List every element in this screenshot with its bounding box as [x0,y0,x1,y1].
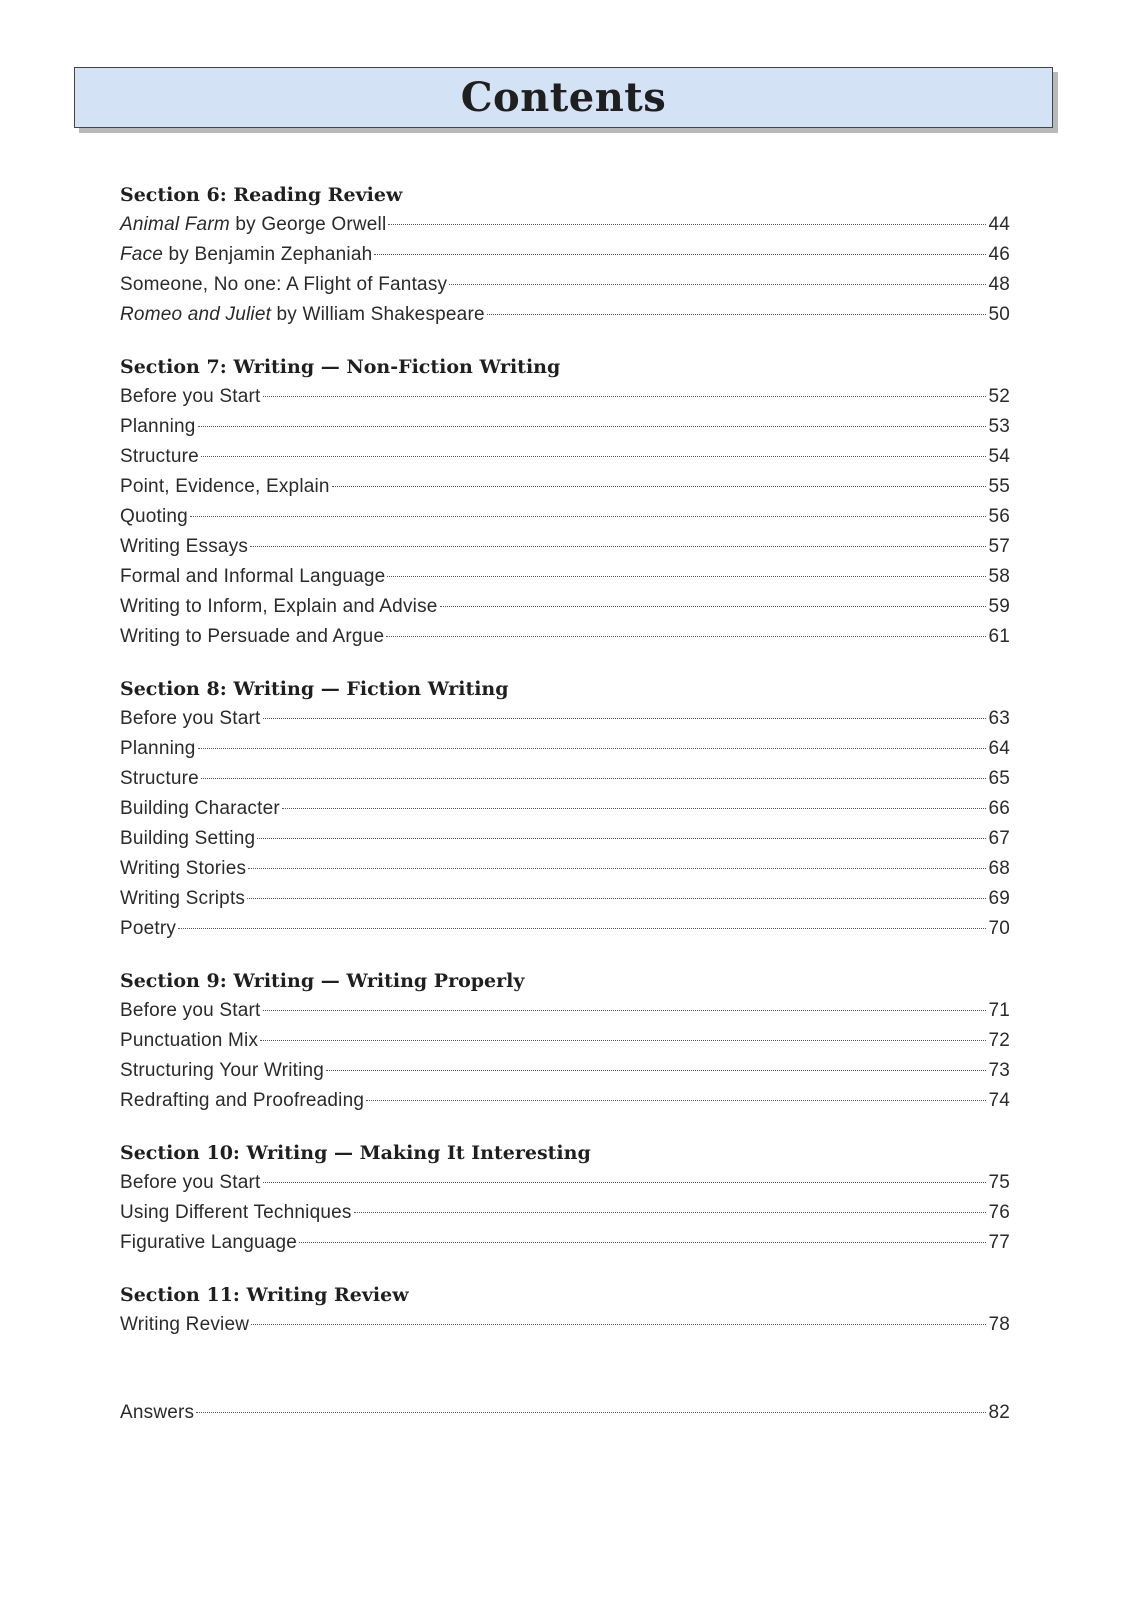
toc-entry-page: 55 [988,476,1010,497]
toc-section [120,180,1010,330]
toc-entry-page: 61 [988,626,1010,647]
toc-section [120,674,1010,944]
toc-entry[interactable] [120,1056,1010,1086]
toc-entry-page: 53 [988,416,1010,437]
toc-entry-text: Punctuation Mix [120,1030,259,1051]
toc-entry-page: 71 [988,1000,1010,1021]
toc-entry[interactable] [120,1310,1010,1340]
dot-leader [487,314,987,315]
dot-leader [178,928,986,929]
toc-entry-text: Planning [120,738,196,759]
toc-entry-text: Structuring Your Writing [120,1060,325,1081]
dot-leader [263,1010,987,1011]
dot-leader [247,898,986,899]
toc-entry[interactable] [120,412,1010,442]
toc-entry-label [120,734,196,764]
toc-entry[interactable] [120,270,1010,300]
dot-leader [386,636,986,637]
toc-sections [120,180,1010,1340]
contents-title-banner [74,67,1053,128]
section-heading: Section 11: Writing Review [120,1284,409,1306]
toc-entry-text: Building Character [120,798,280,819]
dot-leader [332,486,987,487]
dot-leader [387,576,986,577]
toc-entry-text: Figurative Language [120,1232,298,1253]
toc-section [120,1138,1010,1258]
toc-entry-text: Building Setting [120,828,256,849]
section-heading: Section 9: Writing — Writing Properly [120,970,525,992]
dot-leader [257,838,986,839]
dot-leader [250,546,986,547]
toc-entry[interactable] [120,764,1010,794]
toc-entry-page: 48 [988,274,1010,295]
dot-leader [198,426,987,427]
toc-entry-text: Formal and Informal Language [120,566,386,587]
dot-leader [440,606,987,607]
toc-entry-page: 54 [988,446,1010,467]
toc-entry[interactable] [120,300,1010,330]
toc-entry[interactable] [120,562,1010,592]
section-heading: Section 10: Writing — Making It Interesting [120,1142,591,1164]
toc-entry-label [120,412,196,442]
toc-entry[interactable] [120,1168,1010,1198]
toc-entry-page: 44 [988,214,1010,235]
toc-entry[interactable] [120,472,1010,502]
toc-entry-text: Structure [120,768,199,789]
dot-leader [374,254,986,255]
toc-entry-text: Redrafting and Proofreading [120,1090,365,1111]
toc-entry-label [120,472,330,502]
toc-entry-answers[interactable] [120,1398,1010,1428]
toc-entry-label [120,1228,297,1258]
dot-leader [190,516,987,517]
toc-entry-italic-title: Romeo and Juliet [120,304,272,325]
dot-leader [201,778,987,779]
toc-entry[interactable] [120,824,1010,854]
section-heading: Section 8: Writing — Fiction Writing [120,678,509,700]
toc-entry[interactable] [120,442,1010,472]
toc-entry-text: Poetry [120,918,177,939]
dot-leader [449,284,986,285]
toc-section [120,352,1010,652]
dot-leader [354,1212,987,1213]
section-heading: Section 7: Writing — Non-Fiction Writing [120,356,561,378]
dot-leader [251,1324,986,1325]
toc-entry-page: 65 [988,768,1010,789]
toc-entry-page: 63 [988,708,1010,729]
toc-entry-page: 57 [988,536,1010,557]
toc-entry-text: Someone, No one: A Flight of Fantasy [120,274,448,295]
toc-entry-label [120,704,261,734]
toc-entry[interactable] [120,240,1010,270]
toc-entry[interactable] [120,502,1010,532]
toc-entry[interactable] [120,592,1010,622]
dot-leader [326,1070,986,1071]
toc-entry-page: 46 [988,244,1010,265]
dot-leader [260,1040,986,1041]
toc-entry[interactable] [120,794,1010,824]
toc-entry[interactable] [120,734,1010,764]
toc-entry-label [120,764,199,794]
dot-leader [282,808,987,809]
toc-entry-page: 66 [988,798,1010,819]
toc-entry-label [120,824,255,854]
toc-entry-label [120,854,246,884]
toc-entry-page: 69 [988,888,1010,909]
section-heading: Section 6: Reading Review [120,184,403,206]
toc-entry-page: 56 [988,506,1010,527]
toc-entry-text: Using Different Techniques [120,1202,352,1223]
toc-entry-text: Point, Evidence, Explain [120,476,330,497]
toc-entry[interactable] [120,914,1010,944]
toc-entry-page: 58 [988,566,1010,587]
toc-entry-page: 50 [988,304,1010,325]
toc-entry-text: Writing to Inform, Explain and Advise [120,596,438,617]
toc-entry[interactable] [120,1198,1010,1228]
toc-entry-label [120,270,447,300]
toc-entry-text: Writing Review [120,1314,250,1335]
toc-entry-label [120,300,485,330]
toc-entry-page: 59 [988,596,1010,617]
toc-entry-label [120,442,199,472]
dot-leader [196,1412,986,1413]
toc-entry-page: 74 [988,1090,1010,1111]
toc-entry[interactable] [120,704,1010,734]
toc-entry-text: Before you Start [120,386,261,407]
toc-section [120,1280,1010,1340]
toc-entry[interactable] [120,1086,1010,1116]
toc-entry-text: by Benjamin Zephaniah [163,244,373,265]
dot-leader [198,748,987,749]
toc-entry-label [120,1310,249,1340]
toc-entry-page: 73 [988,1060,1010,1081]
toc-entry-label: Answers [120,1402,195,1423]
toc-entry-label [120,562,385,592]
toc-entry-page: 70 [988,918,1010,939]
toc-entry[interactable] [120,382,1010,412]
toc-entry-label [120,884,245,914]
page-title: Contents [460,74,667,121]
toc-entry[interactable] [120,854,1010,884]
toc-entry-label [120,240,372,270]
toc-entry-label [120,794,280,824]
toc-entry[interactable] [120,1026,1010,1056]
toc-entry-label [120,1026,258,1056]
toc-entry[interactable] [120,1228,1010,1258]
dot-leader [201,456,987,457]
toc-entry-page: 64 [988,738,1010,759]
toc-entry-label [120,382,261,412]
toc-entry-text: Quoting [120,506,188,527]
toc-section [120,966,1010,1116]
toc-entry-italic-title: Animal Farm [120,214,230,235]
toc-entry-page: 82 [988,1402,1010,1423]
dot-leader [248,868,986,869]
toc-entry-label [120,502,188,532]
toc-entry[interactable] [120,532,1010,562]
toc-entry-text: Writing to Persuade and Argue [120,626,385,647]
toc-entry[interactable] [120,622,1010,652]
toc-entry-text: Before you Start [120,708,261,729]
toc-entry-page: 67 [988,828,1010,849]
toc-entry-label [120,1168,261,1198]
toc-entry-page: 76 [988,1202,1010,1223]
toc-entry-text: by William Shakespeare [271,304,485,325]
dot-leader [388,224,986,225]
toc-entry-italic-title: Face [120,244,164,265]
toc-entry-label [120,1056,324,1086]
toc-entry-text: Before you Start [120,1000,261,1021]
dot-leader [263,718,987,719]
dot-leader [299,1242,986,1243]
toc-entry[interactable] [120,210,1010,240]
toc-entry-text: Writing Scripts [120,888,246,909]
table-of-contents [120,180,1010,1428]
toc-entry-text: Writing Stories [120,858,247,879]
dot-leader [263,1182,987,1183]
toc-entry-page: 77 [988,1232,1010,1253]
toc-entry-label [120,914,176,944]
toc-entry-page: 75 [988,1172,1010,1193]
toc-entry-page: 52 [988,386,1010,407]
toc-entry-page: 78 [988,1314,1010,1335]
toc-entry-text: Planning [120,416,196,437]
toc-entry-label [120,1198,352,1228]
toc-entry-label [120,1086,364,1116]
toc-entry-text: Structure [120,446,199,467]
toc-entry-page: 68 [988,858,1010,879]
toc-entry[interactable] [120,884,1010,914]
toc-entry-text: by George Orwell [229,214,387,235]
dot-leader [366,1100,986,1101]
toc-entry-label [120,532,248,562]
toc-entry-label [120,210,386,240]
toc-entry-label [120,592,438,622]
toc-entry-text: Before you Start [120,1172,261,1193]
toc-entry-label [120,622,384,652]
toc-entry-page: 72 [988,1030,1010,1051]
toc-entry-text: Writing Essays [120,536,249,557]
dot-leader [263,396,987,397]
toc-entry-label [120,996,261,1026]
toc-entry[interactable] [120,996,1010,1026]
